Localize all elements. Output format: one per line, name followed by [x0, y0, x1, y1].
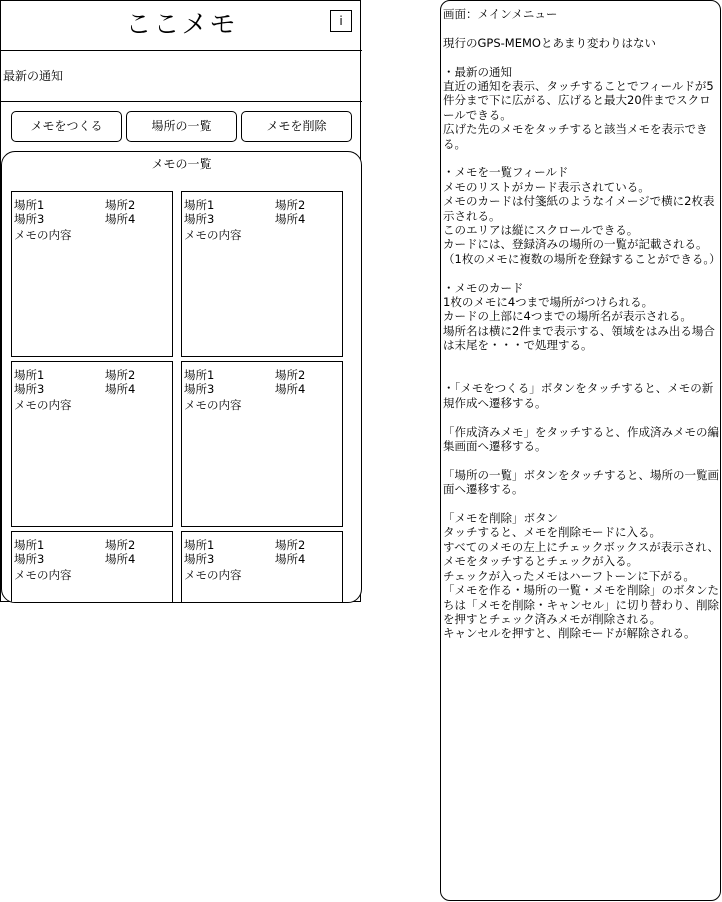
note-line: 「メモを作る・場所の一覧・メモを削除」のボタンたちは「メモを削除・キャンセル」に切り替わり、削除を押すとチェック済みメモが削除される。 — [443, 583, 719, 626]
spec-notes-panel — [440, 0, 721, 901]
note-line: このエリアは縦にスクロールできる。 — [443, 223, 639, 238]
place-list-button[interactable]: 場所の一覧 — [126, 111, 237, 142]
note-line — [443, 151, 719, 165]
memo-card-place-3: 場所3 — [184, 552, 215, 566]
memo-card[interactable] — [11, 191, 173, 357]
memo-card-place-1: 場所1 — [184, 368, 215, 382]
note-line — [443, 21, 719, 35]
latest-notice-label: 最新の通知 — [3, 69, 64, 83]
memo-card-content: メモの内容 — [184, 568, 242, 582]
note-line: 「作成済みメモ」をタッチすると、作成済みメモの編集画面へ遷移する。 — [443, 424, 719, 454]
note-line: すべてのメモの左上にチェックボックスが表示され、メモをタッチするとチェックが入る。 — [443, 539, 719, 569]
memo-card[interactable] — [181, 531, 343, 603]
memo-card-place-3: 場所3 — [184, 382, 215, 396]
memo-card-place-1: 場所1 — [14, 368, 45, 382]
note-line: メモのリストがカード表示されている。 — [443, 179, 650, 194]
spec-notes-text — [443, 7, 719, 641]
note-line: 場所名は横に2件まで表示する、領域をはみ出る場合は末尾を・・・で処理する。 — [443, 323, 715, 353]
create-memo-button[interactable]: メモをつくる — [11, 111, 122, 142]
memo-card-place-3: 場所3 — [14, 552, 45, 566]
note-line — [443, 353, 719, 367]
memo-card-place-4: 場所4 — [105, 382, 136, 396]
note-line: ・メモを一覧フィールド — [443, 165, 569, 180]
memo-card-content: メモの内容 — [184, 228, 242, 242]
note-line: カードには、登録済みの場所の一覧が記載される。（1枚のメモに複数の場所を登録することができる。） — [443, 237, 721, 266]
memo-card-place-4: 場所4 — [105, 212, 136, 226]
memo-card-place-4: 場所4 — [275, 552, 306, 566]
memo-card-place-4: 場所4 — [275, 212, 306, 226]
note-line: カードの上部に4つまでの場所名が表示される。 — [443, 309, 692, 324]
memo-list-title: メモの一覧 — [151, 157, 212, 171]
memo-card[interactable] — [11, 361, 173, 527]
memo-card-place-2: 場所2 — [105, 538, 136, 552]
memo-card-place-1: 場所1 — [14, 198, 45, 212]
memo-card-place-3: 場所3 — [184, 212, 215, 226]
note-line: 画面：メインメニュー — [443, 7, 558, 21]
note-line — [443, 266, 719, 280]
note-line: 1枚のメモに4つまで場所がつけられる。 — [443, 295, 654, 310]
note-line — [443, 50, 719, 64]
memo-card-place-1: 場所1 — [14, 538, 45, 552]
memo-card-content: メモの内容 — [14, 228, 72, 242]
memo-card-place-4: 場所4 — [105, 552, 136, 566]
app-header — [1, 1, 362, 51]
memo-card-place-3: 場所3 — [14, 382, 45, 396]
memo-card[interactable] — [181, 191, 343, 357]
memo-card[interactable] — [181, 361, 343, 527]
note-line: キャンセルを押すと、削除モードが解除される。 — [443, 626, 696, 641]
memo-card-place-2: 場所2 — [275, 198, 306, 212]
memo-card-content: メモの内容 — [14, 568, 72, 582]
note-line: チェックが入ったメモはハーフトーンに下がる。 — [443, 568, 695, 583]
app-title: ここメモ — [125, 10, 238, 40]
note-line — [443, 367, 719, 381]
note-line: タッチすると、メモを削除モードに入る。 — [443, 525, 662, 540]
memo-card-place-2: 場所2 — [275, 538, 306, 552]
note-line — [443, 497, 719, 511]
note-line: 現行のGPS-MEMOとあまり変わりはない — [443, 35, 656, 50]
note-line: 直近の通知を表示、タッチすることでフィールドが5件分まで下に広がる、広げると最大20件までスクロールできる。 — [443, 79, 714, 122]
info-button[interactable]: i — [330, 10, 352, 32]
memo-card-content: メモの内容 — [14, 398, 72, 412]
memo-card[interactable] — [11, 531, 173, 603]
memo-card-place-1: 場所1 — [184, 198, 215, 212]
memo-list-area[interactable] — [1, 151, 362, 603]
delete-memo-button[interactable]: メモを削除 — [241, 111, 352, 142]
note-line: 広げた先のメモをタッチすると該当メモを表示できる。 — [443, 122, 708, 151]
memo-card-content: メモの内容 — [184, 398, 242, 412]
memo-card-place-1: 場所1 — [184, 538, 215, 552]
note-line: 「場所の一覧」ボタンをタッチすると、場所の一覧画面へ遷移する。 — [443, 467, 719, 497]
memo-card-place-2: 場所2 — [105, 198, 136, 212]
memo-card-place-2: 場所2 — [105, 368, 136, 382]
latest-notice-field[interactable] — [1, 51, 362, 102]
memo-card-place-2: 場所2 — [275, 368, 306, 382]
note-line: ・最新の通知 — [443, 64, 512, 79]
app-screen-mockup — [0, 0, 361, 602]
note-line: 「メモを削除」ボタン — [443, 511, 558, 526]
memo-card-place-4: 場所4 — [275, 382, 306, 396]
memo-card-place-3: 場所3 — [14, 212, 45, 226]
note-line: ・「メモをつくる」ボタンをタッチすると、メモの新規作成へ遷移する。 — [443, 381, 714, 410]
note-line — [443, 410, 719, 424]
note-line — [443, 453, 719, 467]
note-line: ・メモのカード — [443, 280, 524, 295]
note-line: メモのカードは付箋紙のようなイメージで横に2枚表示される。 — [443, 194, 715, 223]
